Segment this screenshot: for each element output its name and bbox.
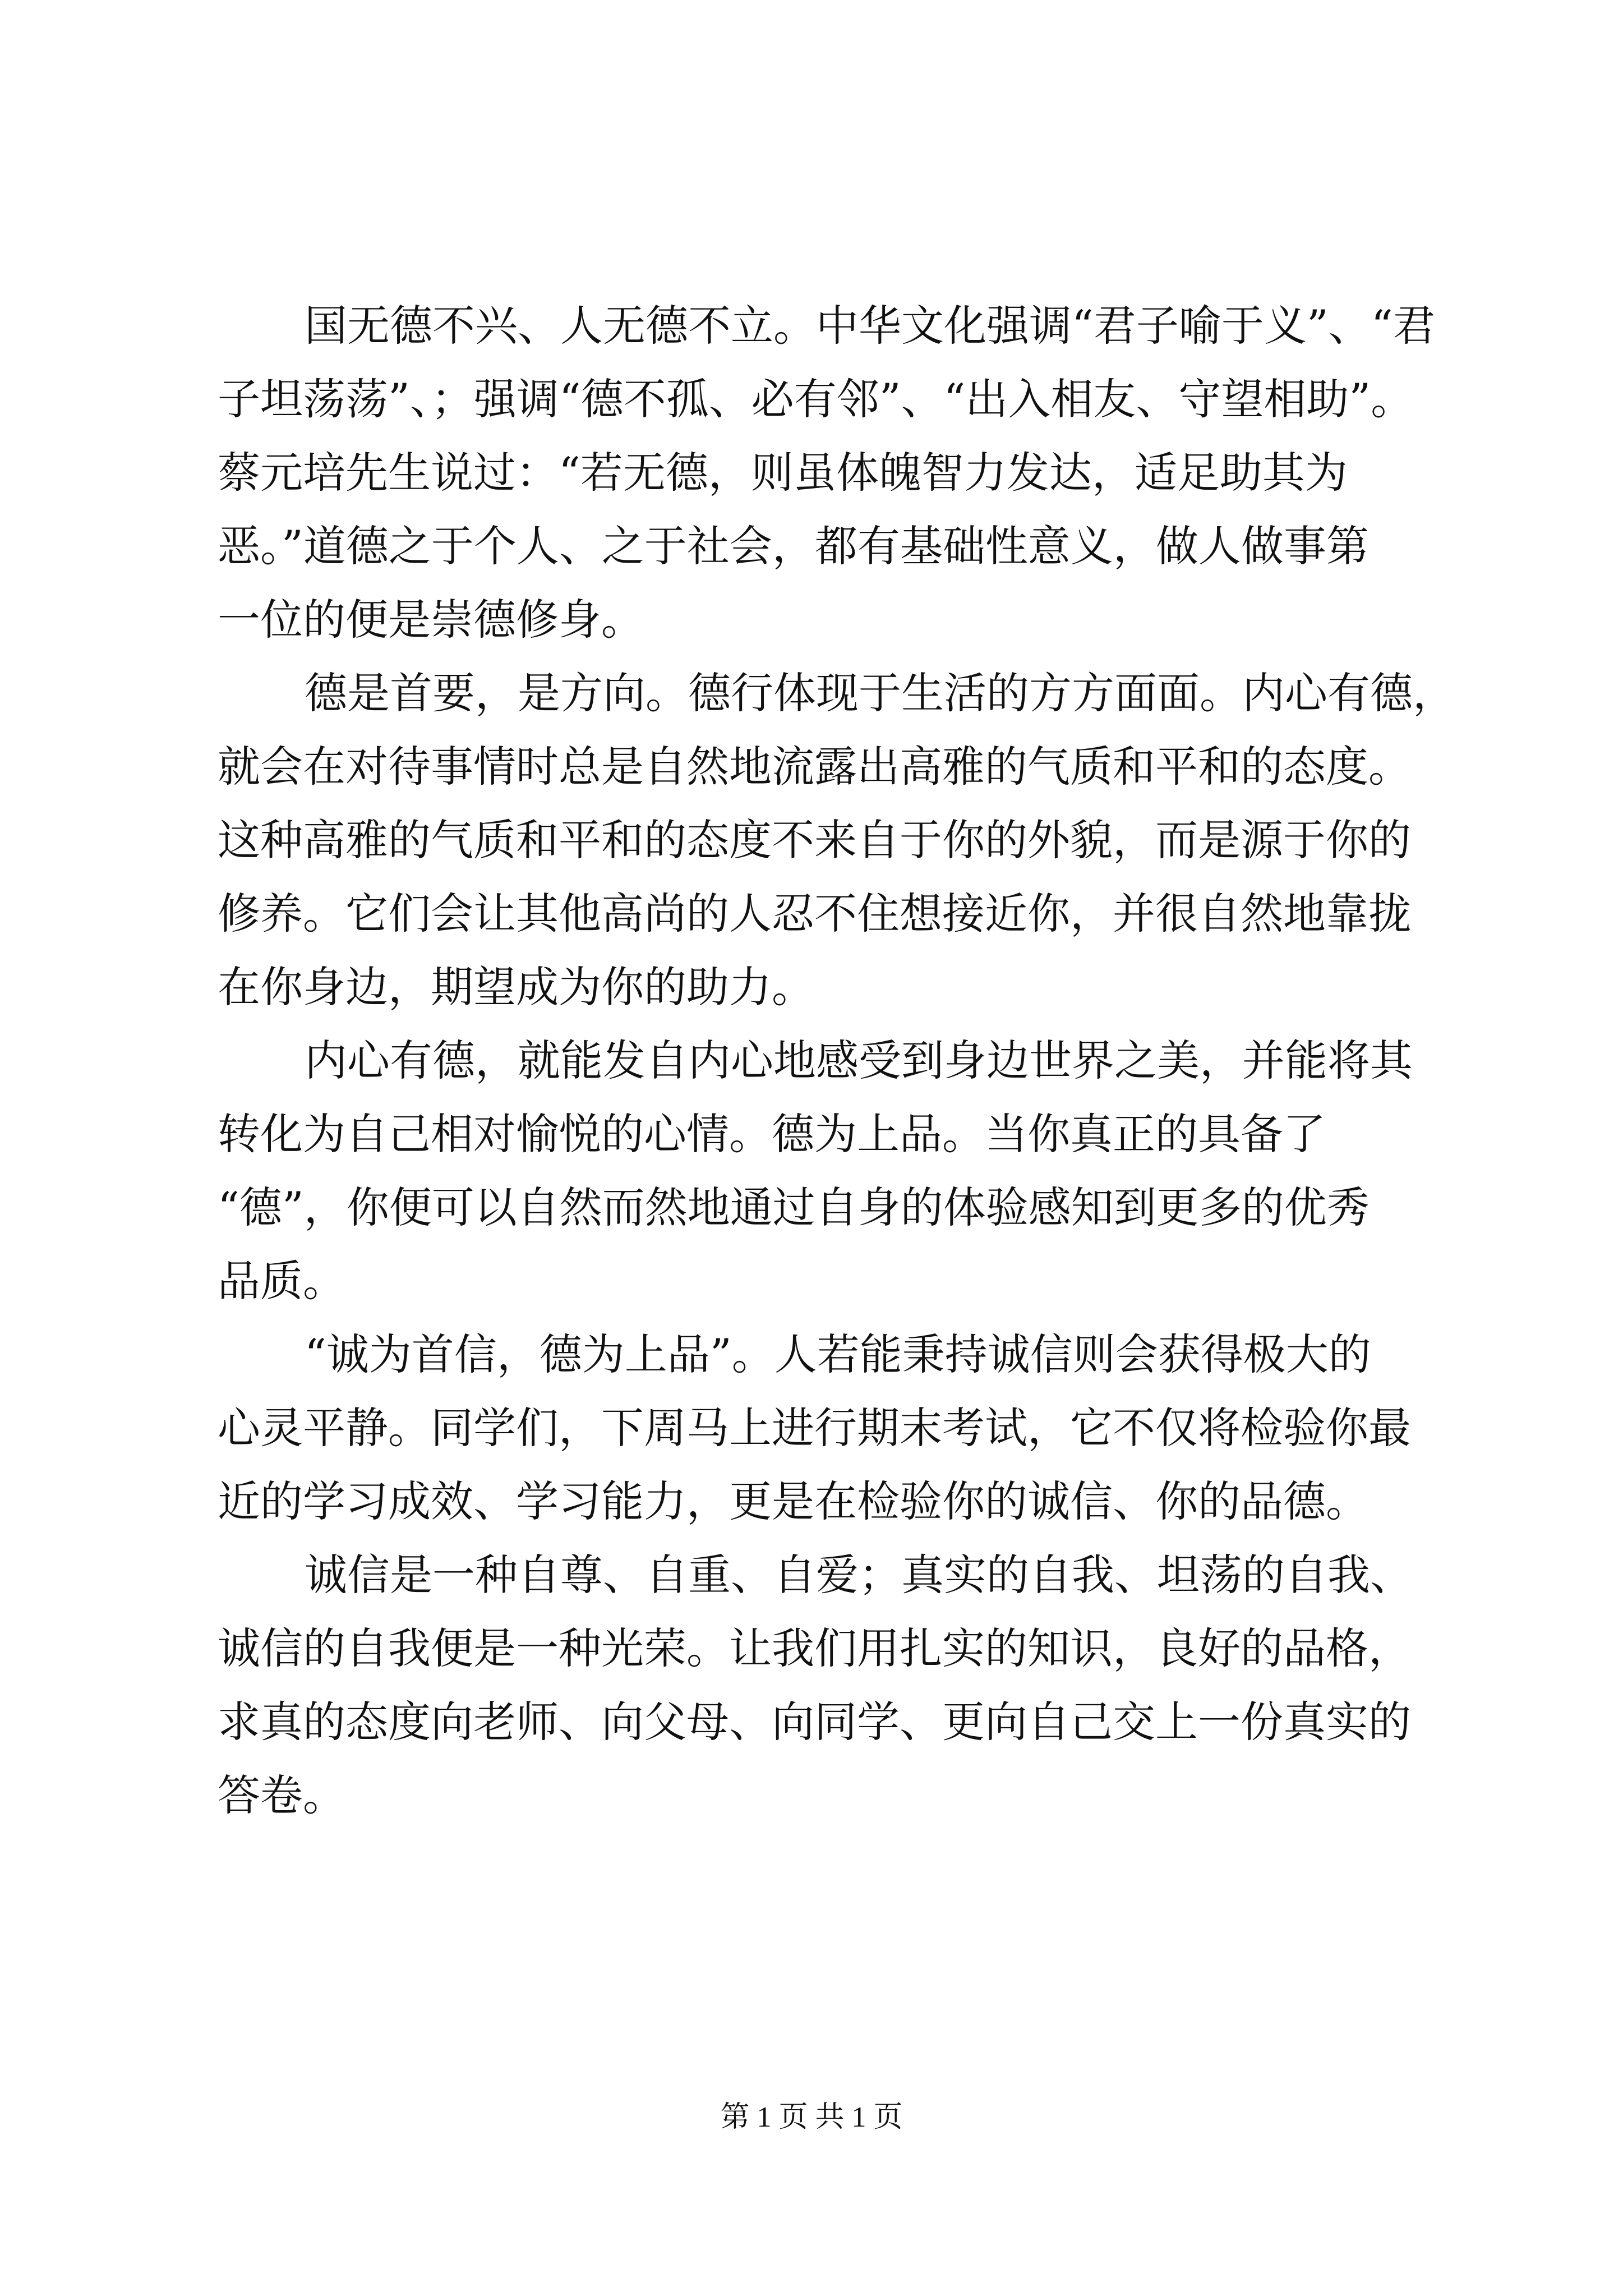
- paragraph-2-line-4: 修养。它们会让其他高尚的人忍不住想接近你，并很自然地靠拢: [218, 889, 1411, 938]
- paragraph-4-line-1: “诚为首信，德为上品”。人若能秉持诚信则会获得极大的: [305, 1329, 1371, 1379]
- paragraph-1-line-2: 子坦荡荡”、；强调“德不孤、必有邻”、“出入相友、守望相助”。: [218, 374, 1414, 424]
- paragraph-2-line-5: 在你身边，期望成为你的助力。: [218, 962, 814, 1012]
- paragraph-3-line-1: 内心有德，就能发自内心地感受到身边世界之美，并能将其: [305, 1036, 1413, 1085]
- paragraph-5: [218, 1538, 1418, 1832]
- paragraph-4: [218, 1318, 1418, 1538]
- paragraph-3-line-2: 转化为自己相对愉悦的心情。德为上品。当你真正的具备了: [218, 1109, 1326, 1159]
- paragraph-2: [218, 656, 1455, 1024]
- paragraph-1-line-5: 一位的便是崇德修身。: [218, 595, 644, 645]
- paragraph-5-line-3: 求真的态度向老师、向父母、向同学、更向自己交上一份真实的: [218, 1697, 1411, 1747]
- paragraph-5-line-1: 诚信是一种自尊、自重、自爱；真实的自我、坦荡的自我、: [305, 1550, 1413, 1600]
- paragraph-1-line-1: 国无德不兴、人无德不立。中华文化强调“君子喻于义”、“君: [305, 301, 1436, 351]
- paragraph-2-line-1: 德是首要，是方向。德行体现于生活的方方面面。内心有德，: [305, 668, 1455, 718]
- paragraph-1-line-3: 蔡元培先生说过：“若无德，则虽体魄智力发达，适足助其为: [218, 448, 1348, 498]
- page-number-footer: 第 1 页 共 1 页: [720, 2101, 903, 2133]
- document-body: [218, 289, 1455, 1832]
- paragraph-1: [218, 289, 1436, 656]
- paragraph-3-line-4: 品质。: [218, 1256, 345, 1306]
- paragraph-4-line-2: 心灵平静。同学们，下周马上进行期末考试，它不仅将检验你最: [218, 1403, 1411, 1453]
- paragraph-3: [218, 1024, 1418, 1318]
- paragraph-5-line-4: 答卷。: [218, 1770, 345, 1820]
- paragraph-5-line-2: 诚信的自我便是一种光荣。让我们用扎实的知识，良好的品格，: [218, 1623, 1411, 1673]
- paragraph-3-line-3: “德”，你便可以自然而然地通过自身的体验感知到更多的优秀: [218, 1182, 1370, 1232]
- paragraph-2-line-3: 这种高雅的气质和平和的态度不来自于你的外貌，而是源于你的: [218, 815, 1411, 865]
- paragraph-1-line-4: 恶。”道德之于个人、之于社会，都有基础性意义，做人做事第: [218, 521, 1369, 571]
- paragraph-4-line-3: 近的学习成效、学习能力，更是在检验你的诚信、你的品德。: [218, 1476, 1368, 1526]
- paragraph-2-line-2: 就会在对待事情时总是自然地流露出高雅的气质和平和的态度。: [218, 742, 1411, 792]
